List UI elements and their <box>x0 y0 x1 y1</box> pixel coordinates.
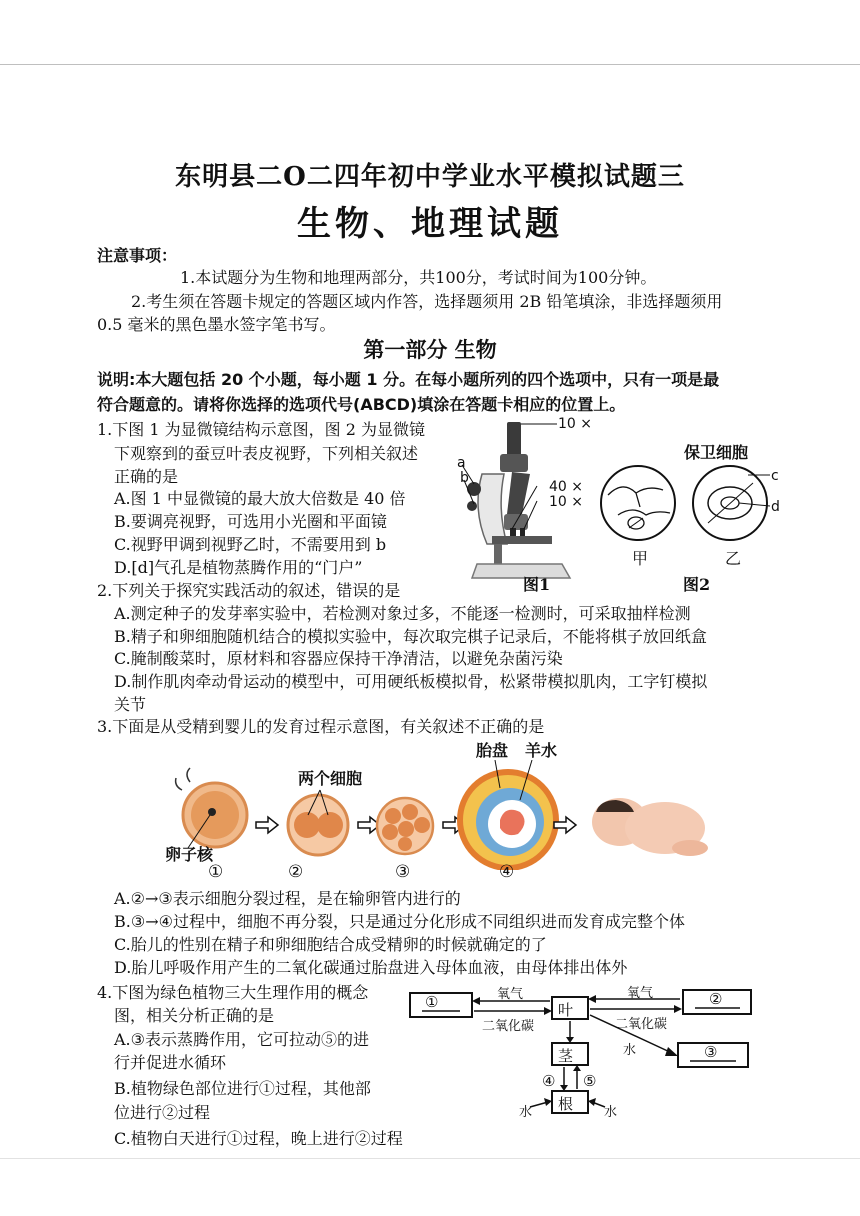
box-1-label: ① <box>425 993 439 1011</box>
view-yi-label: 乙 <box>725 549 742 568</box>
q1-stem-line2: 下观察到的蚕豆叶表皮视野，下列相关叙述 <box>114 444 419 463</box>
q2-option-d-line2: 关节 <box>114 695 147 714</box>
q2-stem: 2.下列关于探究实践活动的叙述，错误的是 <box>97 581 401 600</box>
co2-left-label: 二氧化碳 <box>482 1019 535 1034</box>
exam-title: 东明县二O二四年初中学业水平模拟试题三 <box>175 162 685 192</box>
note-item-2-line1: 2.考生须在答题卡规定的答题区域内作答，选择题须用 2B 铅笔填涂，非选择题须用 <box>131 292 723 311</box>
stage-1-number: ① <box>208 862 224 882</box>
box-2-label: ② <box>709 990 723 1008</box>
q4-option-b-line1: B.植物绿色部位进行①过程，其他部 <box>114 1079 371 1098</box>
root-label: 根 <box>558 1095 574 1113</box>
q2-option-b: B.精子和卵细胞随机结合的模拟实验中，每次取完棋子记录后，不能将棋子放回纸盒 <box>114 627 707 646</box>
two-cells-label: 两个细胞 <box>298 769 363 788</box>
q1-option-d: D.[d]气孔是植物蒸腾作用的“门户” <box>114 558 363 577</box>
q3-stem: 3.下面是从受精到婴儿的发育过程示意图，有关叙述不正确的是 <box>97 717 545 736</box>
stage-3-number: ③ <box>395 862 411 882</box>
microscope-illustration <box>452 414 612 594</box>
q3-option-a: A.②→③表示细胞分裂过程，是在输卵管内进行的 <box>114 889 461 908</box>
bottom-rule <box>0 1158 860 1159</box>
q3-option-c: C.胎儿的性别在精子和卵细胞结合成受精卵的时候就确定的了 <box>114 935 547 954</box>
q4-option-a-line2: 行并促进水循环 <box>114 1053 227 1072</box>
q4-option-b-line2: 位进行②过程 <box>114 1103 211 1122</box>
subject-title: 生物、地理试题 <box>297 204 563 244</box>
figure-2-caption: 图2 <box>683 575 711 594</box>
q3-option-d: D.胎儿呼吸作用产生的二氧化碳通过胎盘进入母体血液，由母体排出体外 <box>114 958 628 977</box>
water-right-root-label: 水 <box>604 1105 618 1120</box>
label-a: a <box>457 455 466 471</box>
q2-option-c: C.腌制酸菜时，原材料和容器应保持干净清洁，以避免杂菌污染 <box>114 649 563 668</box>
section-intro-line2: 符合题意的。请将你选择的选项代号(ABCD)填涂在答题卡相应的位置上。 <box>97 395 626 414</box>
placenta-label: 胎盘 <box>476 741 509 760</box>
oxygen-right-label: 氧气 <box>627 986 654 1001</box>
q1-stem-line1: 1.下图 1 为显微镜结构示意图，图 2 为显微镜 <box>97 420 425 439</box>
q2-option-d-line1: D.制作肌肉牵动骨运动的模型中，可用硬纸板模拟骨，松紧带模拟肌肉，工字钉模拟 <box>114 672 708 691</box>
q1-stem-line3: 正确的是 <box>114 467 179 486</box>
q4-option-c: C.植物白天进行①过程，晚上进行②过程 <box>114 1129 403 1148</box>
notes-label: 注意事项： <box>97 246 178 265</box>
leaf-label: 叶 <box>558 1001 574 1019</box>
note-item-2-line2: 0.5 毫米的黑色墨水签字笔书写。 <box>97 315 336 334</box>
label-c: c <box>771 468 779 484</box>
amniotic-fluid-label: 羊水 <box>525 741 558 760</box>
oxygen-left-label: 氧气 <box>497 987 524 1002</box>
q4-stem-line2: 图，相关分析正确的是 <box>114 1006 275 1025</box>
stage-4-number: ④ <box>499 862 515 882</box>
objective-40x: 40 × <box>549 479 583 495</box>
process-5-number: ⑤ <box>583 1072 597 1090</box>
figure-1-caption: 图1 <box>523 575 551 594</box>
box-3-label: ③ <box>704 1043 718 1061</box>
section-intro-line1: 说明:本大题包括 20 个小题，每小题 1 分。在每小题所列的四个选项中，只有一项是最 <box>97 370 720 389</box>
leaf-epidermis-views <box>598 455 788 555</box>
q1-option-a: A.图 1 中显微镜的最大放大倍数是 40 倍 <box>114 489 406 508</box>
eyepiece-magnification: 10 × <box>558 416 592 432</box>
label-b: b <box>460 470 469 486</box>
top-rule <box>0 64 860 65</box>
view-jia-label: 甲 <box>632 549 649 568</box>
q2-option-a: A.测定种子的发芽率实验中，若检测对象过多，不能逐一检测时，可采取抽样检测 <box>114 604 691 623</box>
section-title: 第一部分 生物 <box>363 337 497 362</box>
egg-nucleus-label: 卵子核 <box>165 845 214 864</box>
process-4-number: ④ <box>542 1072 556 1090</box>
water-left-root-label: 水 <box>519 1105 533 1120</box>
q1-option-c: C.视野甲调到视野乙时，不需要用到 b <box>114 535 387 554</box>
objective-10x: 10 × <box>549 494 583 510</box>
q4-option-a-line1: A.③表示蒸腾作用，它可拉动⑤的进 <box>114 1030 369 1049</box>
stem-label: 茎 <box>558 1047 574 1065</box>
note-item-1: 1.本试题分为生物和地理两部分，共100分，考试时间为100分钟。 <box>180 268 657 287</box>
q1-option-b: B.要调亮视野，可选用小光圈和平面镜 <box>114 512 387 531</box>
stage-2-number: ② <box>288 862 304 882</box>
co2-right-label: 二氧化碳 <box>615 1017 668 1032</box>
fetal-development-diagram <box>160 760 720 870</box>
q4-stem-line1: 4.下图为绿色植物三大生理作用的概念 <box>97 983 369 1002</box>
guard-cell-label: 保卫细胞 <box>684 443 749 462</box>
q3-option-b: B.③→④过程中，细胞不再分裂，只是通过分化形成不同组织进而发育成完整个体 <box>114 912 685 931</box>
label-d: d <box>771 499 780 515</box>
water-to-box3-label: 水 <box>623 1043 637 1058</box>
